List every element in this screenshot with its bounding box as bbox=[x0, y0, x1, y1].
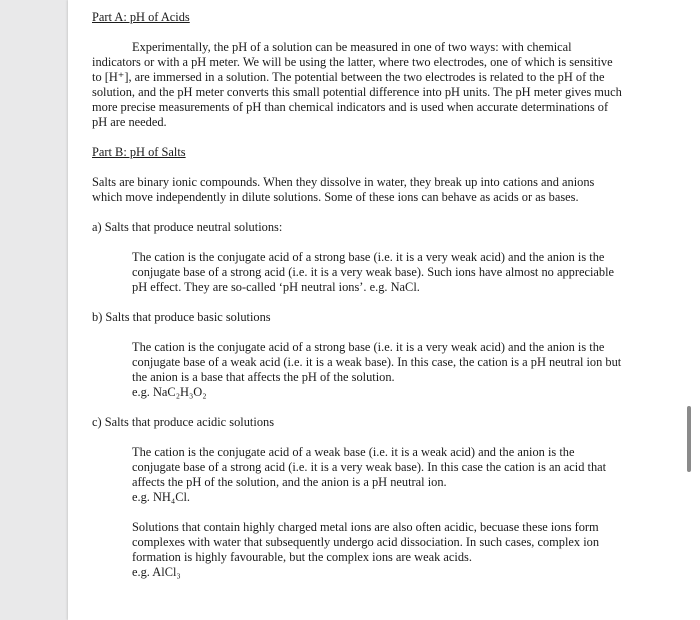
part-b-heading: Part B: pH of Salts bbox=[92, 145, 186, 159]
part-a-heading: Part A: pH of Acids bbox=[92, 10, 190, 24]
section-c-block-2 bbox=[132, 520, 622, 580]
section-c-body: The cation is the conjugate acid of a weak base (i.e. it is a weak acid) and the anion is the conjugate base of a strong acid (i.e. it is a very weak base). In this case the cation is an acid that affects the pH of the solution, and the anion is a pH neutral ion. bbox=[132, 445, 607, 489]
part-b-intro: Salts are binary ionic compounds. When they dissolve in water, they break up into cations and anions which move independently in dilute solutions. Some of these ions can behave as acids or as bases. bbox=[92, 175, 595, 204]
section-b-body: The cation is the conjugate acid of a strong base (i.e. it is a very weak acid) and the anion is the conjugate base of a weak acid (i.e. it is a weak base). In this case, the cation is a pH neutral ion but the anion is a base that affects the pH of the solution. bbox=[132, 340, 622, 384]
section-b-example: e.g. NaC₂H₃O₂ bbox=[132, 385, 207, 399]
section-a-heading: a) Salts that produce neutral solutions: bbox=[92, 220, 283, 234]
document-content bbox=[92, 10, 622, 580]
section-b-block bbox=[132, 340, 622, 400]
part-a-paragraph: Experimentally, the pH of a solution can be measured in one of two ways: with chemical indicators or with a pH meter. We will be using the latter, where two electrodes, one of which is sensitive to [H⁺], are immersed in a solution. The potential between the two electrodes is related to the pH of the solution, and the pH meter converts this small potential difference into pH units. The pH meter gives much more precise measurements of pH than chemical indicators and is used when accurate determinations of pH are needed. bbox=[92, 40, 622, 129]
section-c-body-2: Solutions that contain highly charged metal ions are also often acidic, becuase these ions form complexes with water that subsequently undergo acid dissociation. In such cases, complex ion formation is highly favourable, but the complex ions are weak acids. bbox=[132, 520, 600, 564]
document-page bbox=[68, 0, 700, 620]
section-c-block bbox=[132, 445, 622, 505]
vertical-scrollbar[interactable] bbox=[687, 406, 691, 472]
section-a-body: The cation is the conjugate acid of a strong base (i.e. it is a very weak acid) and the anion is the conjugate base of a strong acid (i.e. it is a very weak base). Such ions have almost no appreciable pH effect. They are so-called ‘pH neutral ions’. e.g. NaCl. bbox=[132, 250, 615, 294]
section-c-example: e.g. NH₄Cl. bbox=[132, 490, 191, 504]
section-c-heading: c) Salts that produce acidic solutions bbox=[92, 415, 275, 429]
section-c-example-2: e.g. AlCl₃ bbox=[132, 565, 181, 579]
section-b-heading: b) Salts that produce basic solutions bbox=[92, 310, 271, 324]
